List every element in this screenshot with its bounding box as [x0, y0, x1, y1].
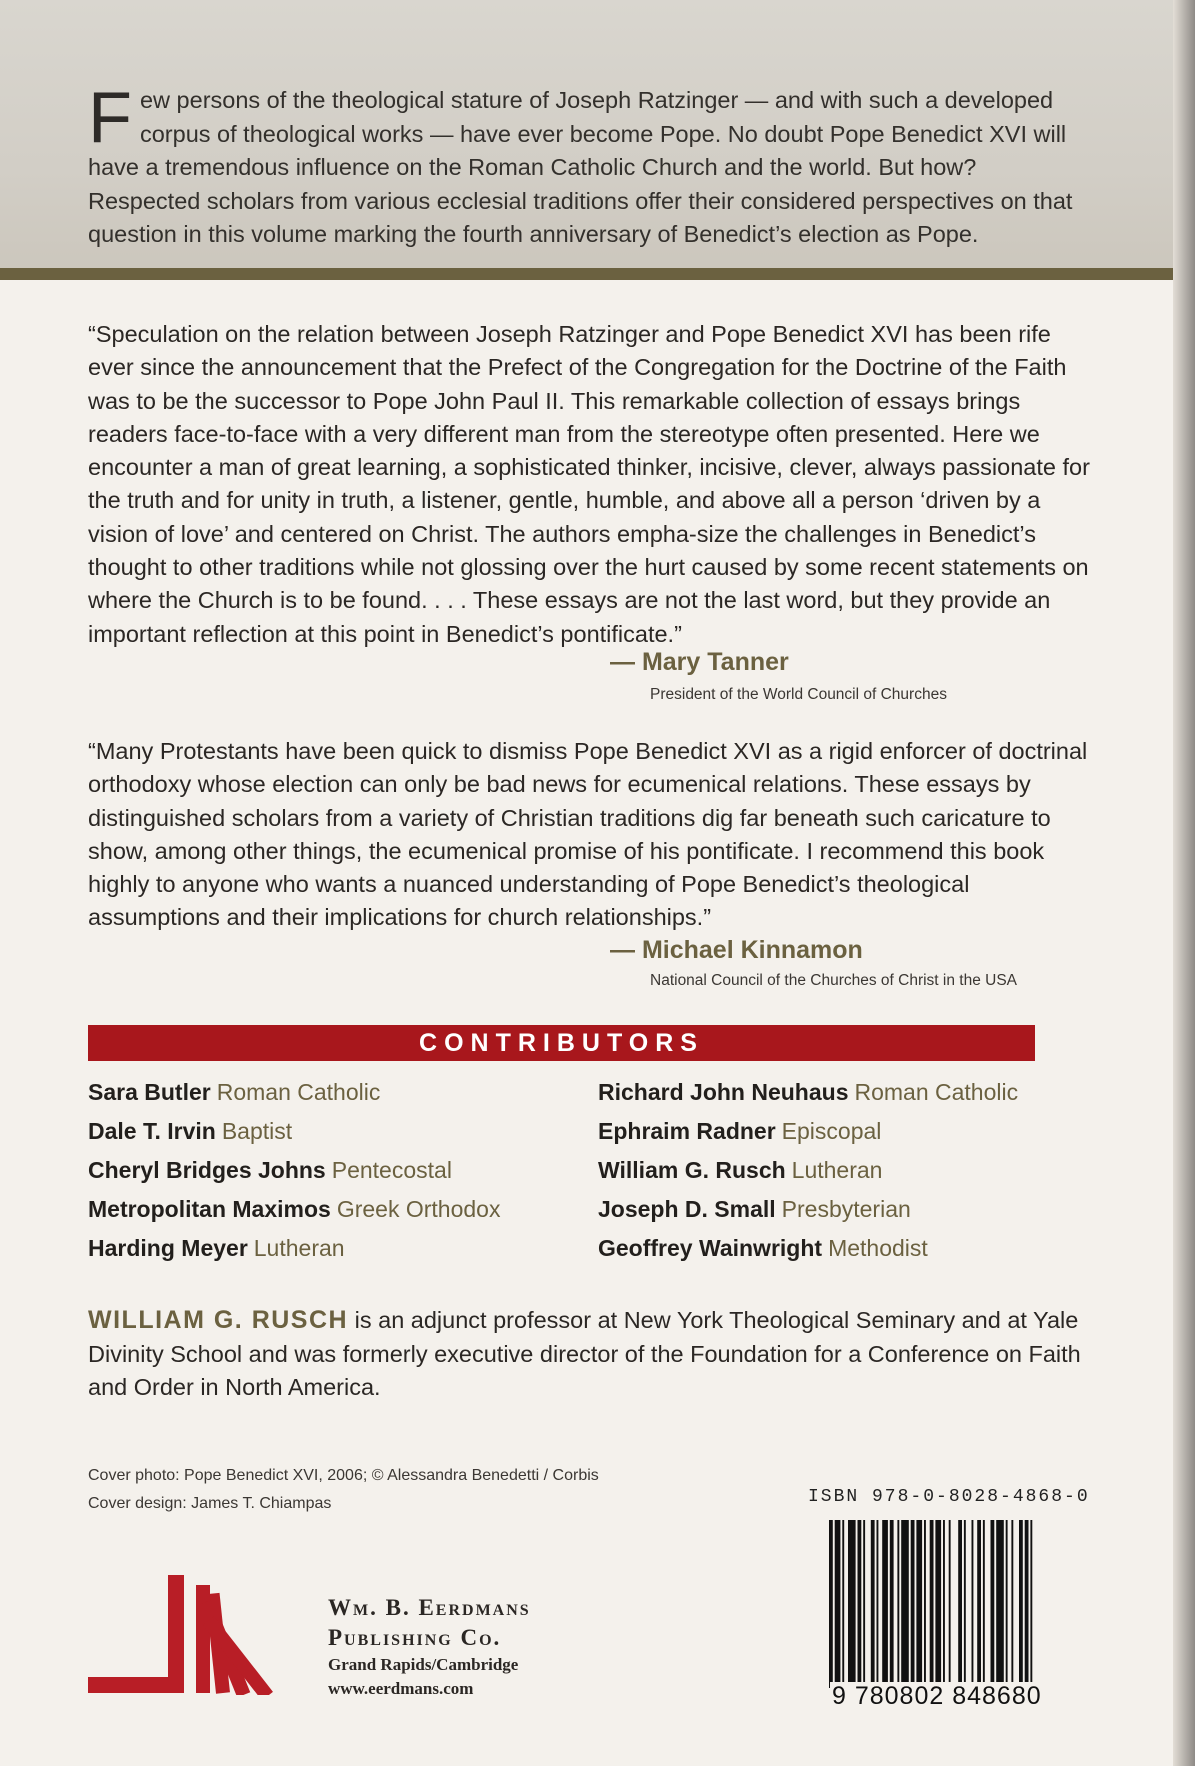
contributor-row [598, 1112, 1018, 1151]
contributor-tradition: Greek Orthodox [336, 1196, 501, 1222]
isbn-label: ISBN 978-0-8028-4868-0 [808, 1487, 1090, 1507]
barcode-bar [943, 1520, 945, 1688]
contributors-heading: CONTRIBUTORS [88, 1025, 1035, 1061]
barcode-bar [1030, 1520, 1032, 1688]
barcode [825, 1520, 1095, 1698]
contributor-name: Cheryl Bridges Johns [88, 1157, 326, 1183]
barcode-bar [1019, 1520, 1023, 1688]
bio-author-name: WILLIAM G. RUSCH [88, 1306, 349, 1334]
quote-kinnamon: “Many Protestants have been quick to dismiss Pope Benedict XVI as a rigid enforcer of doctrinal orthodoxy whose election can only be bad news for ecumenical relations. These essays by distinguished scholars from a variety of Christian traditions dig far beneath such caricature to show, among other things, the ecumenical promise of his pontificate. I recommend this book highly to anyone who wants a nuanced understanding of Pope Benedict’s theological assumptions and their implications for church relationships.” [88, 738, 1088, 931]
quote-author-title-tanner: President of the World Council of Churches [650, 686, 947, 703]
barcode-digits: 9 780802 848680 [832, 1682, 1042, 1710]
barcode-bar [863, 1520, 865, 1688]
contributor-name: Ephraim Radner [598, 1118, 776, 1144]
contributor-tradition: Roman Catholic [216, 1079, 381, 1105]
cover-edge [1173, 0, 1195, 1766]
intro-paragraph [88, 78, 1093, 252]
design-credit: Cover design: James T. Chiampas [88, 1495, 332, 1512]
contributor-tradition: Lutheran [791, 1157, 883, 1183]
barcode-bar [949, 1520, 951, 1688]
barcode-bar [964, 1520, 966, 1688]
contributor-tradition: Baptist [221, 1118, 293, 1144]
barcode-bar [1011, 1520, 1013, 1688]
contributor-tradition: Lutheran [253, 1235, 345, 1261]
photo-credit: Cover photo: Pope Benedict XVI, 2006; © Alessandra Benedetti / Corbis [88, 1467, 599, 1484]
contributor-name: William G. Rusch [598, 1157, 786, 1183]
barcode-bar [977, 1520, 981, 1688]
publisher-location: Grand Rapids/Cambridge [328, 1655, 519, 1674]
barcode-bar [890, 1520, 894, 1688]
contributor-row [88, 1190, 500, 1229]
eerdmans-books-logo-icon [88, 1565, 303, 1695]
barcode-bar [858, 1520, 862, 1688]
publisher-name-line2: Publishing Co. [328, 1625, 502, 1650]
barcode-bar [916, 1520, 922, 1688]
contributor-row [598, 1229, 1018, 1268]
contributor-row [88, 1073, 500, 1112]
barcode-bar [983, 1520, 985, 1688]
contributor-row [88, 1229, 500, 1268]
contributor-tradition: Methodist [828, 1235, 928, 1261]
publisher-name-line1: Wm. B. Eerdmans [328, 1595, 531, 1620]
barcode-bar [882, 1520, 888, 1688]
contributors-left [88, 1073, 500, 1268]
author-bio [88, 1304, 1098, 1405]
contributor-row [88, 1112, 500, 1151]
contributor-tradition: Presbyterian [781, 1196, 911, 1222]
barcode-bar [930, 1520, 934, 1688]
barcode-bar [1006, 1520, 1008, 1688]
barcode-bar [911, 1520, 915, 1688]
quote-tanner: “Speculation on the relation between Joseph Ratzinger and Pope Benedict XVI has been rife ever since the announcement that the Prefect of the Congregation for the Doctrine of the Faith was to be the successor to Pope John Paul II. This remarkable collection of essays brings readers face-to-face with a very different man from the stereotype often presented. Here we encounter a man of great learning, a sophisticated thinker, incisive, clever, always passionate for the truth and for unity in truth, a listener, gentle, humble, and above all a person ‘driven by a vision of love’ and centered on Christ. The authors empha-size the challenges in Benedict’s thought to other traditions while not glossing over the hurt caused by some recent statements on where the Church is to be found. . . . These essays are not the last word, but they provide an important reflection at this point in Benedict’s pontificate.” [88, 321, 1090, 647]
barcode-bar [901, 1520, 909, 1688]
contributor-tradition: Roman Catholic [854, 1079, 1019, 1105]
contributor-name: Richard John Neuhaus [598, 1079, 849, 1105]
quote-author-title-kinnamon: National Council of the Churches of Christ in the USA [650, 972, 1018, 989]
contributor-name: Geoffrey Wainwright [598, 1235, 823, 1261]
barcode-bar [996, 1520, 1004, 1688]
quote-author-kinnamon: — Michael Kinnamon [610, 936, 863, 964]
contributor-name: Dale T. Irvin [88, 1118, 216, 1144]
bio-text: is an adjunct professor at New York Theological Seminary and at Yale Divinity School and was formerly executive director of the Foundation for a Conference on Faith and Order in North America. [88, 1307, 1081, 1400]
cover-credits [88, 1462, 599, 1518]
barcode-bar [871, 1520, 875, 1688]
quote-author-tanner: — Mary Tanner [610, 648, 789, 676]
publisher-website: www.eerdmans.com [328, 1679, 474, 1698]
barcode-bar [835, 1520, 841, 1688]
contributor-name: Sara Butler [88, 1079, 211, 1105]
contributor-tradition: Pentecostal [331, 1157, 452, 1183]
barcode-bar [848, 1520, 856, 1688]
barcode-bar [1025, 1520, 1029, 1688]
contributors-right [598, 1073, 1018, 1268]
contributor-name: Joseph D. Small [598, 1196, 776, 1222]
barcode-bar [842, 1520, 844, 1688]
top-band-rule [0, 268, 1195, 280]
barcode-bar [897, 1520, 899, 1688]
intro-text: ew persons of the theological stature of Joseph Ratzinger — and with such a developed corpus of theological works — have ever become Pope. No doubt Pope Benedict XVI will have a tremendous influence on the Roman Catholic Church and the world. But how? Respected scholars from various ecclesial traditions offer their considered perspectives on that question in this volume marking the fourth anniversary of Benedict’s election as Pope. [88, 87, 1073, 247]
barcode-bar [972, 1520, 974, 1688]
contributor-name: Metropolitan Maximos [88, 1196, 331, 1222]
contributor-row [88, 1151, 500, 1190]
contributor-row [598, 1073, 1018, 1112]
barcode-bar [958, 1520, 962, 1688]
barcode-bar [991, 1520, 995, 1688]
contributor-row [598, 1190, 1018, 1229]
contributor-name: Harding Meyer [88, 1235, 248, 1261]
contributor-row [598, 1151, 1018, 1190]
barcode-bar [829, 1520, 833, 1688]
barcode-bar [924, 1520, 926, 1688]
contributor-tradition: Episcopal [781, 1118, 882, 1144]
drop-cap: F [88, 78, 132, 158]
barcode-bar [935, 1520, 941, 1688]
barcode-bar [877, 1520, 879, 1688]
publisher-block [328, 1593, 531, 1701]
